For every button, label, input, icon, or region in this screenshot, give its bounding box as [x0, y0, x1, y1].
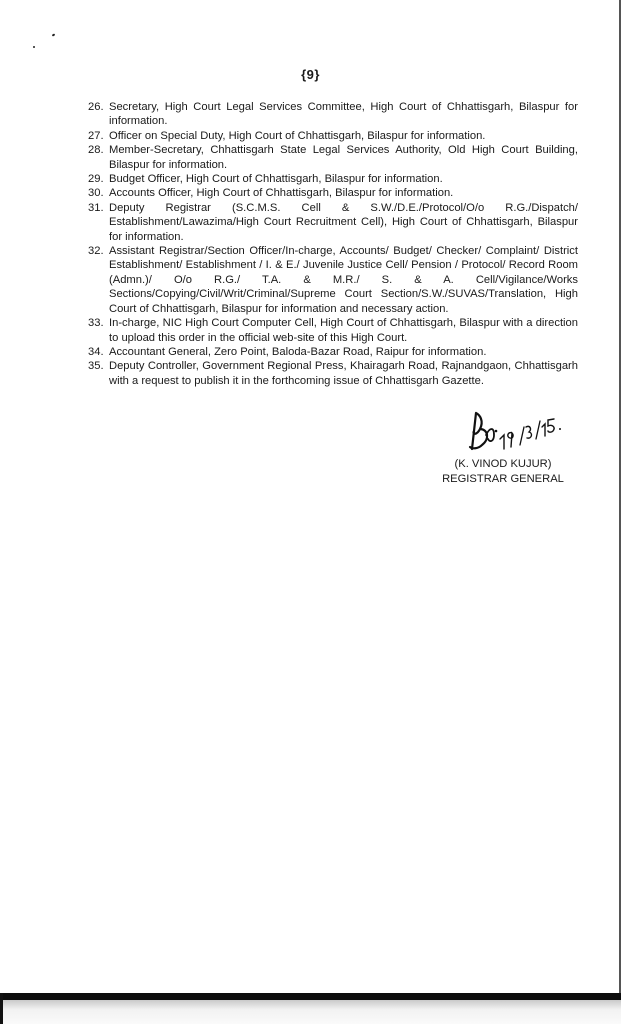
item-text: Accounts Officer, High Court of Chhattisgarh, Bilaspur for information. — [109, 187, 454, 200]
list-item — [88, 359, 578, 388]
item-number: 32. — [88, 245, 104, 258]
item-number: 31. — [88, 201, 104, 214]
item-text: Assistant Registrar/Section Officer/In-charge, Accounts/ Budget/ Checker/ Complaint/ District Establishment/ Establishment / I. & E./ Juvenile Justice Cell/ Pension / Protocol/ Record Room (Admn.)/ O/o R.G./ T.A. & M.R./ S. & A. Cell/Vigilance/Works Sections/Copying/Civil/Writ/Criminal/Supreme Court Section/S.W./SUVAS/Translation, High Court of Chhattisgarh, Bilaspur for information and necessary action. — [109, 245, 578, 315]
list-item — [88, 316, 578, 345]
signatory-title: REGISTRAR GENERAL — [442, 473, 564, 485]
item-number: 35. — [88, 360, 104, 373]
item-text: In-charge, NIC High Court Computer Cell, High Court of Chhattisgarh, Bilaspur with a direction to upload this order in the official web-site of this High Court. — [109, 317, 578, 344]
item-number: 33. — [88, 317, 104, 330]
scan-speck — [33, 46, 35, 48]
item-number: 28. — [88, 144, 104, 157]
item-text: Deputy Controller, Government Regional Press, Khairagarh Road, Rajnandgaon, Chhattisgarh with a request to publish it in the forthcoming issue of Chhattisgarh Gazette. — [109, 360, 578, 387]
list-item — [88, 201, 578, 244]
item-number: 27. — [88, 129, 104, 142]
item-text: Deputy Registrar (S.C.M.S. Cell & S.W./D.E./Protocol/O/o R.G./Dispatch/ Establishment/Lawazima/High Court Recruitment Cell), High Court of Chhattisgarh, Bilaspur for information. — [109, 201, 578, 243]
page-number: {9} — [301, 67, 320, 82]
item-text: Member-Secretary, Chhattisgarh State Legal Services Authority, Old High Court Building, Bilaspur for information. — [109, 144, 578, 171]
list-item — [88, 186, 578, 200]
item-text: Budget Officer, High Court of Chhattisgarh, Bilaspur for information. — [109, 173, 443, 186]
item-number: 30. — [88, 187, 104, 200]
handwritten-signature — [450, 405, 570, 457]
scan-edge — [0, 993, 3, 1024]
item-number: 29. — [88, 173, 104, 186]
list-item — [88, 244, 578, 316]
scan-border-bar — [0, 993, 621, 1000]
list-item — [88, 129, 578, 143]
signatory-name: (K. VINOD KUJUR) — [454, 458, 552, 470]
scan-speck — [52, 33, 56, 36]
item-text: Officer on Special Duty, High Court of Chhattisgarh, Bilaspur for information. — [109, 129, 486, 142]
list-item — [88, 172, 578, 186]
list-item — [88, 345, 578, 359]
scan-border-shadow — [0, 1000, 621, 1024]
item-text: Accountant General, Zero Point, Baloda-Bazar Road, Raipur for information. — [109, 345, 487, 358]
distribution-list — [88, 100, 578, 388]
list-item — [88, 143, 578, 172]
item-text: Secretary, High Court Legal Services Committee, High Court of Chhattisgarh, Bilaspur for information. — [109, 101, 578, 128]
item-number: 34. — [88, 345, 104, 358]
list-item — [88, 100, 578, 129]
item-number: 26. — [88, 101, 104, 113]
